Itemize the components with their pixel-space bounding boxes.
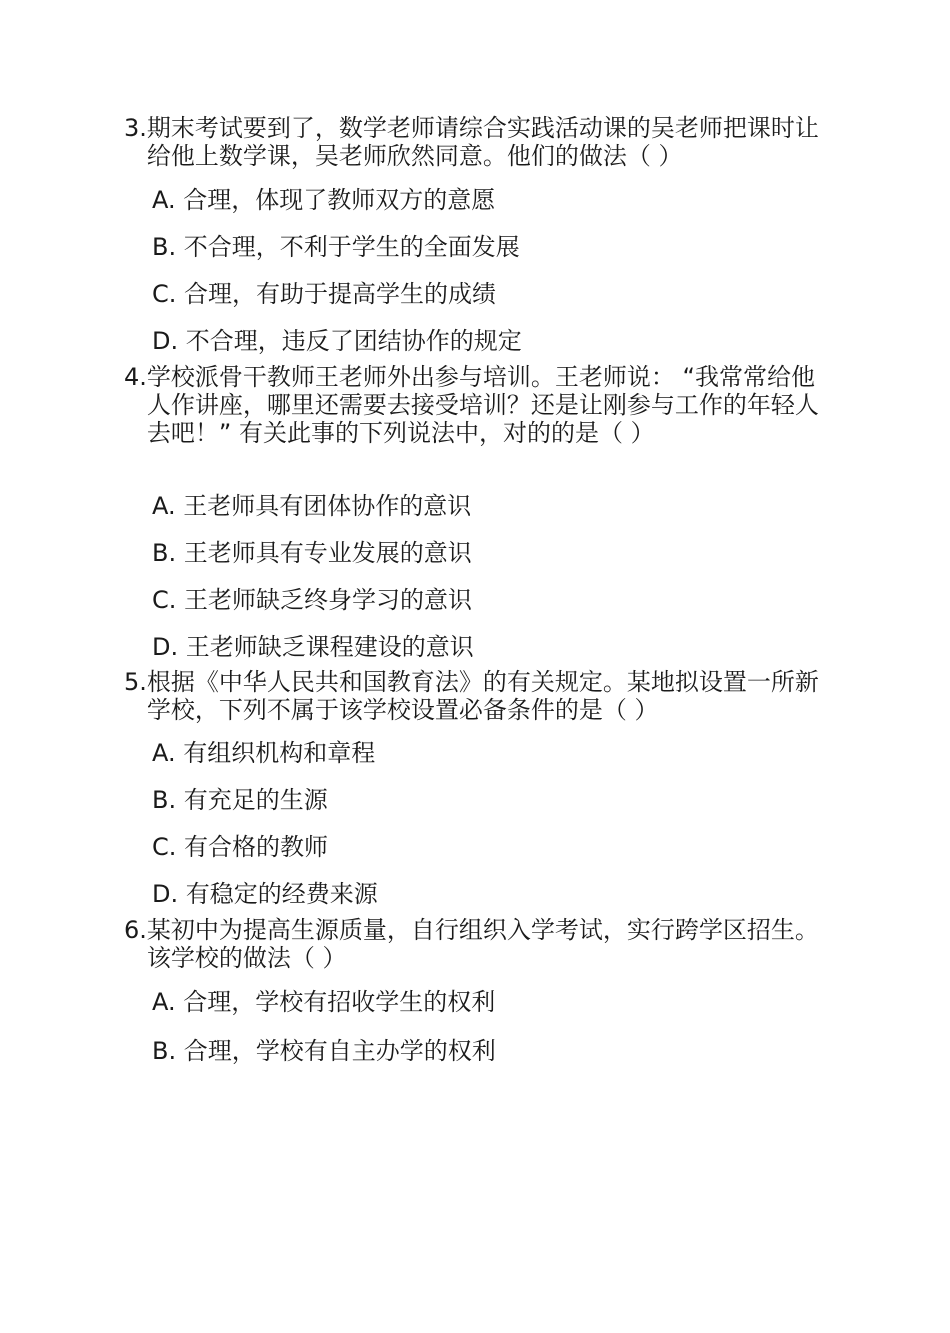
question-number: 6. [124, 916, 147, 944]
question-number: 5. [124, 668, 147, 696]
option-5d: D. 有稳定的经费来源 [152, 880, 378, 908]
question-text: 期末考试要到了，数学老师请综合实践活动课的吴老师把课时让给他上数学课，吴老师欣然同意。他们的做法（ ） [146, 114, 819, 170]
question-6 [124, 916, 834, 972]
option-4a: A. 王老师具有团体协作的意识 [152, 492, 472, 520]
question-stem [124, 916, 834, 972]
option-4d: D. 王老师缺乏课程建设的意识 [152, 633, 474, 661]
option-5b: B. 有充足的生源 [152, 786, 328, 814]
option-4b: B. 王老师具有专业发展的意识 [152, 539, 472, 567]
question-text: 学校派骨干教师王老师外出参与培训。王老师说： “我常常给他人作讲座，哪里还需要去接受培训？还是让刚参与工作的年轻人去吧！” 有关此事的下列说法中，对的的是（ ） [146, 363, 819, 447]
question-text: 某初中为提高生源质量，自行组织入学考试，实行跨学区招生。该学校的做法（ ） [146, 916, 819, 972]
option-5c: C. 有合格的教师 [152, 833, 329, 861]
option-6b: B. 合理，学校有自主办学的权利 [152, 1037, 496, 1065]
question-number: 3. [124, 114, 147, 142]
option-3c: C. 合理，有助于提高学生的成绩 [152, 280, 497, 308]
question-3 [124, 114, 834, 170]
option-5a: A. 有组织机构和章程 [152, 739, 376, 767]
option-3a: A. 合理，体现了教师双方的意愿 [152, 186, 496, 214]
question-5 [124, 668, 834, 724]
option-6a: A. 合理，学校有招收学生的权利 [152, 988, 496, 1016]
question-number: 4. [124, 363, 147, 391]
question-stem [124, 363, 834, 447]
question-stem [124, 668, 834, 724]
question-stem [124, 114, 834, 170]
option-3d: D. 不合理，违反了团结协作的规定 [152, 327, 522, 355]
option-3b: B. 不合理，不利于学生的全面发展 [152, 233, 520, 261]
question-text: 根据《中华人民共和国教育法》的有关规定。某地拟设置一所新学校，下列不属于该学校设置必备条件的是（ ） [146, 668, 819, 724]
question-4 [124, 363, 834, 447]
option-4c: C. 王老师缺乏终身学习的意识 [152, 586, 473, 614]
